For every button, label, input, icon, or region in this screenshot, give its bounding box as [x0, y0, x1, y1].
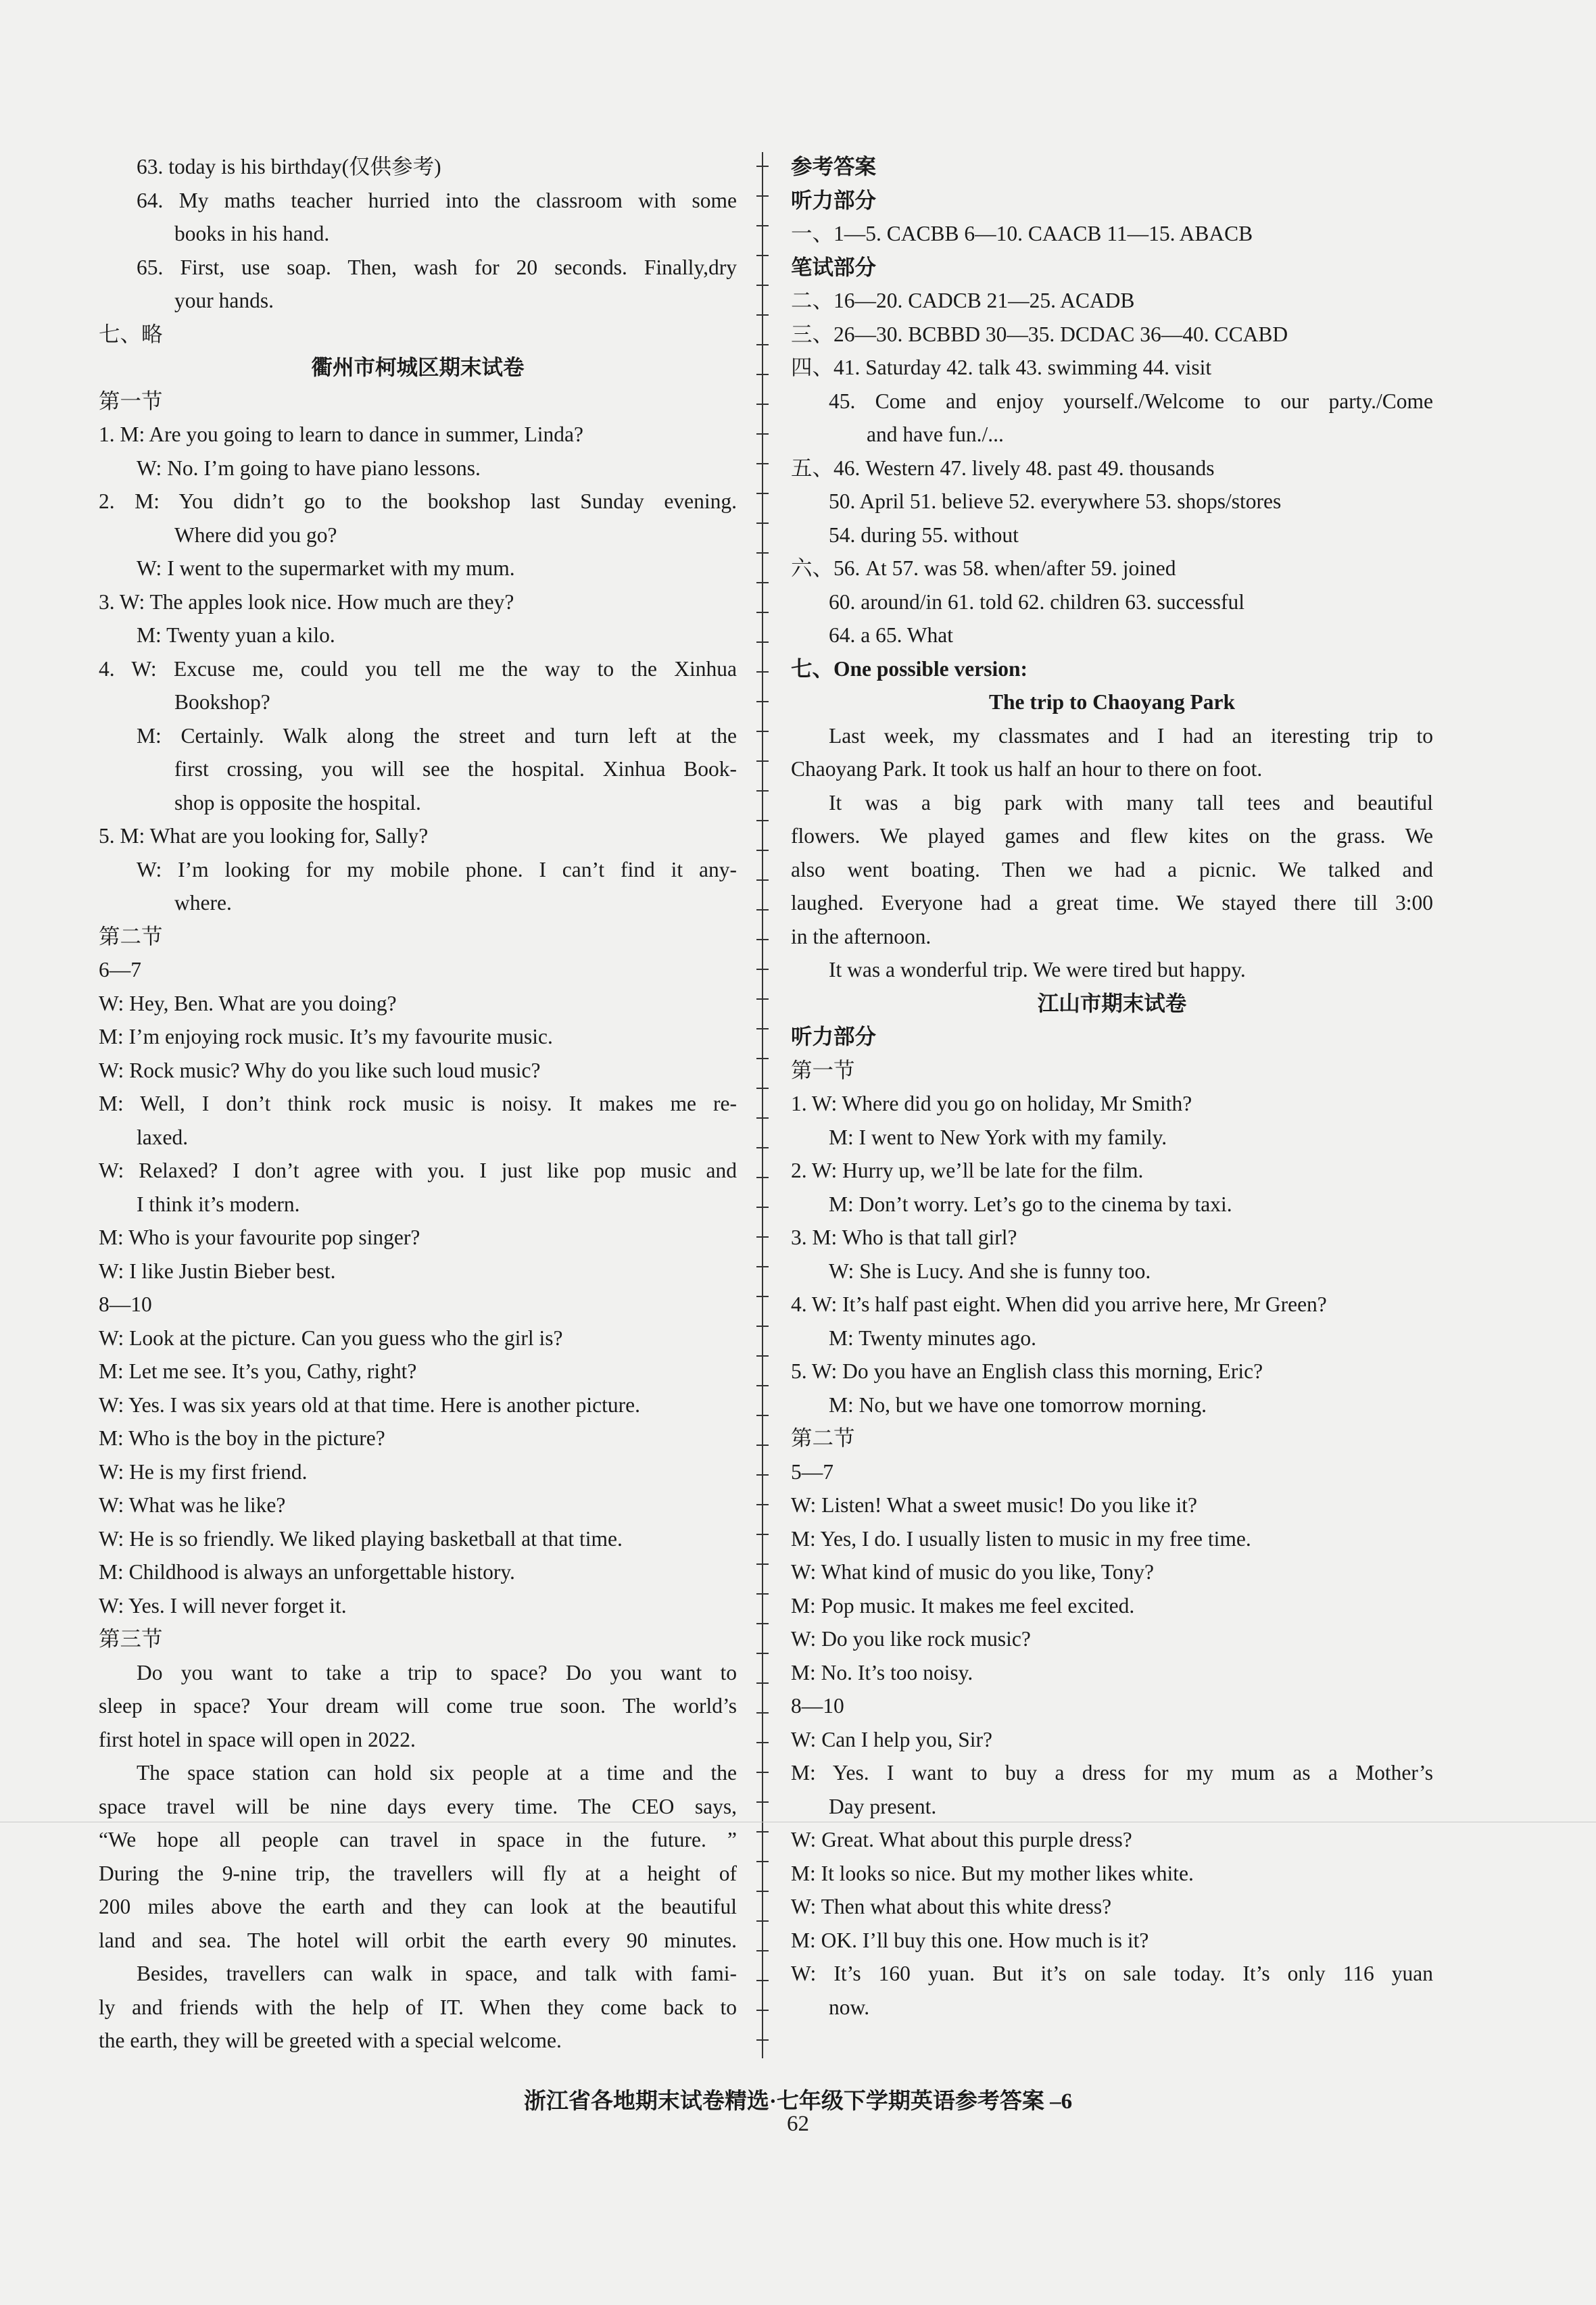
left-line: 第二节: [99, 924, 163, 948]
left-line: 64. My maths teacher hurried into the classroom with some: [137, 188, 737, 212]
left-line: first crossing, you will see the hospital. Xinhua Book-: [174, 757, 737, 781]
right-line: 第一节: [791, 1058, 855, 1082]
separator-tick: [756, 1980, 769, 1981]
left-line: land and sea. The hotel will orbit the earth every 90 minutes.: [99, 1928, 737, 1952]
right-line: 第二节: [791, 1426, 855, 1450]
separator-tick: [756, 255, 769, 256]
separator-tick: [756, 1831, 769, 1833]
separator-tick: [756, 1266, 769, 1267]
left-line: 2. M: You didn’t go to the bookshop last Sunday evening.: [99, 489, 737, 513]
right-line: 45. Come and enjoy yourself./Welcome to our party./Come: [829, 389, 1433, 413]
left-line: M: Well, I don’t think rock music is noisy. It makes me re-: [99, 1092, 737, 1115]
right-line: 8—10: [791, 1694, 844, 1718]
left-line: your hands.: [174, 289, 274, 312]
left-line: 1. M: Are you going to learn to dance in summer, Linda?: [99, 422, 583, 446]
left-line: W: Yes. I will never forget it.: [99, 1593, 347, 1618]
right-column: [791, 150, 1433, 2024]
left-line: 8—10: [99, 1292, 152, 1316]
right-line: M: I went to New York with my family.: [829, 1125, 1167, 1149]
separator-tick: [756, 493, 769, 494]
right-line: 听力部分: [791, 1025, 877, 1048]
right-line: M: No, but we have one tomorrow morning.: [829, 1392, 1207, 1417]
separator-tick: [756, 374, 769, 375]
right-line: M: Yes. I want to buy a dress for my mum as a Mother’s: [791, 1761, 1433, 1785]
separator-tick: [756, 2039, 769, 2041]
right-line: M: OK. I’ll buy this one. How much is it?: [791, 1928, 1149, 1952]
right-line: 六、56. At 57. was 58. when/after 59. joined: [791, 556, 1176, 580]
right-line: Day present.: [829, 1794, 937, 1818]
separator-tick: [756, 909, 769, 911]
left-line: W: Yes. I was six years old at that time. Here is another picture.: [99, 1392, 641, 1417]
right-line: 64. a 65. What: [829, 623, 954, 647]
left-line: sleep in space? Your dream will come true soon. The world’s: [99, 1694, 737, 1718]
separator-tick: [756, 463, 769, 464]
left-line: 65. First, use soap. Then, wash for 20 seconds. Finally,dry: [137, 255, 737, 279]
right-line: 一、1—5. CACBB 6—10. CAACB 11—15. ABACB: [791, 222, 1253, 245]
left-line: books in his hand.: [174, 222, 330, 245]
separator-tick: [756, 225, 769, 226]
right-line: W: What kind of music do you like, Tony?: [791, 1560, 1155, 1584]
page-number: 62: [787, 2112, 809, 2136]
separator-tick: [756, 731, 769, 732]
separator-tick: [756, 1236, 769, 1238]
separator-tick: [756, 1147, 769, 1148]
left-line: 5. M: What are you looking for, Sally?: [99, 824, 429, 848]
separator-tick: [756, 285, 769, 286]
left-line: 63. today is his birthday(仅供参考): [137, 155, 441, 178]
separator-tick: [756, 1682, 769, 1684]
right-line: 笔试部分: [791, 255, 877, 279]
footer-title: 浙江省各地期末试卷精选·七年级下学期英语参考答案 –6: [523, 2089, 1073, 2114]
right-line: 参考答案: [791, 155, 877, 178]
separator-tick: [756, 641, 769, 643]
right-line: M: Don’t worry. Let’s go to the cinema by taxi.: [829, 1192, 1232, 1216]
separator-tick: [756, 671, 769, 673]
right-line: M: Twenty minutes ago.: [829, 1326, 1036, 1350]
separator-tick: [756, 1296, 769, 1297]
left-line: W: I went to the supermarket with my mum.: [137, 556, 515, 580]
separator-tick: [756, 612, 769, 613]
left-line: W: He is my first friend.: [99, 1459, 308, 1484]
right-line: 1. W: Where did you go on holiday, Mr Smith?: [791, 1092, 1192, 1115]
right-line: 听力部分: [791, 188, 877, 212]
left-line: W: He is so friendly. We liked playing basketball at that time.: [99, 1526, 623, 1551]
right-line: 50. April 51. believe 52. everywhere 53. shops/stores: [829, 489, 1282, 513]
left-line: space travel will be nine days every time. The CEO says,: [99, 1794, 737, 1818]
right-line: 江山市期末试卷: [1037, 991, 1187, 1015]
left-line: 200 miles above the earth and they can look at the beautiful: [99, 1895, 737, 1918]
separator-tick: [756, 1177, 769, 1178]
separator-tick: [756, 969, 769, 970]
separator-tick: [756, 1861, 769, 1862]
left-line: M: Twenty yuan a kilo.: [137, 623, 335, 647]
right-line: also went boating. Then we had a picnic. We talked and: [791, 857, 1433, 881]
right-line: M: No. It’s too noisy.: [791, 1660, 973, 1684]
left-line: 衢州市柯城区期末试卷: [311, 356, 525, 379]
right-line: now.: [829, 1995, 870, 2019]
separator-tick: [756, 998, 769, 1000]
right-line: 三、26—30. BCBBD 30—35. DCDAC 36—40. CCABD: [791, 322, 1288, 346]
right-line: M: It looks so nice. But my mother likes white.: [791, 1861, 1194, 1885]
separator-tick: [756, 850, 769, 851]
separator-tick: [756, 790, 769, 792]
right-line: 3. M: Who is that tall girl?: [791, 1226, 1017, 1249]
separator-tick: [756, 1801, 769, 1803]
separator-tick: [756, 1593, 769, 1595]
separator-tick: [756, 1058, 769, 1059]
left-line: W: Rock music? Why do you like such loud music?: [99, 1058, 541, 1082]
left-line: W: I’m looking for my mobile phone. I can’t find it any-: [137, 857, 737, 881]
separator-tick: [756, 1355, 769, 1357]
left-line: The space station can hold six people at a time and the: [137, 1761, 737, 1785]
separator-tick: [756, 1563, 769, 1565]
left-line: M: Let me see. It’s you, Cathy, right?: [99, 1359, 417, 1383]
separator-tick: [756, 523, 769, 524]
right-line: W: Great. What about this purple dress?: [791, 1828, 1132, 1851]
left-line: W: What was he like?: [99, 1493, 286, 1517]
left-line: M: Childhood is always an unforgettable history.: [99, 1560, 515, 1584]
left-line: 4. W: Excuse me, could you tell me the way to the Xinhua: [99, 656, 737, 681]
right-line: The trip to Chaoyang Park: [988, 690, 1236, 714]
separator-tick: [756, 1891, 769, 1892]
right-line: 60. around/in 61. told 62. children 63. successful: [829, 589, 1245, 614]
right-line: 5—7: [791, 1459, 833, 1484]
left-line: W: No. I’m going to have piano lessons.: [137, 456, 481, 480]
left-line: I think it’s modern.: [137, 1192, 300, 1216]
left-line: 3. W: The apples look nice. How much are they?: [99, 589, 514, 614]
left-line: where.: [174, 891, 232, 915]
left-line: W: Relaxed? I don’t agree with you. I just like pop music and: [99, 1159, 737, 1182]
left-line: 第三节: [99, 1627, 163, 1651]
separator-tick: [756, 939, 769, 940]
separator-tick: [756, 1117, 769, 1119]
separator-tick: [756, 2010, 769, 2011]
right-line: M: Yes, I do. I usually listen to music in my free time.: [791, 1526, 1251, 1551]
separator-tick: [756, 404, 769, 405]
separator-tick: [756, 1415, 769, 1416]
separator-tick: [756, 1028, 769, 1029]
right-line: 二、16—20. CADCB 21—25. ACADB: [791, 289, 1135, 312]
left-line: laxed.: [137, 1125, 189, 1149]
left-line: “We hope all people can travel in space in the future. ”: [99, 1828, 737, 1851]
right-line: 54. during 55. without: [829, 523, 1019, 547]
right-line: W: Do you like rock music?: [791, 1627, 1031, 1651]
left-line: ly and friends with the help of IT. When they come back to: [99, 1995, 737, 2019]
right-line: 5. W: Do you have an English class this morning, Eric?: [791, 1359, 1263, 1383]
separator-tick: [756, 166, 769, 167]
separator-tick: [756, 1772, 769, 1773]
right-line: 四、41. Saturday 42. talk 43. swimming 44. visit: [791, 356, 1212, 379]
right-line: Last week, my classmates and I had an iteresting trip to: [829, 723, 1433, 748]
separator-tick: [756, 1950, 769, 1951]
separator-tick: [756, 1534, 769, 1535]
right-line: W: Can I help you, Sir?: [791, 1727, 993, 1751]
left-line: M: Certainly. Walk along the street and turn left at the: [137, 723, 737, 748]
separator-tick: [756, 314, 769, 316]
left-line: M: Who is your favourite pop singer?: [99, 1226, 420, 1249]
separator-tick: [756, 1920, 769, 1922]
separator-tick: [756, 1326, 769, 1327]
right-line: W: It’s 160 yuan. But it’s on sale today. It’s only 116 yuan: [791, 1962, 1433, 1985]
left-line: W: Look at the picture. Can you guess who the girl is?: [99, 1326, 563, 1350]
separator-tick: [756, 433, 769, 435]
left-line: During the 9-nine trip, the travellers will fly at a height of: [99, 1861, 737, 1885]
left-line: W: Hey, Ben. What are you doing?: [99, 991, 397, 1015]
separator-tick: [756, 1474, 769, 1476]
separator-tick: [756, 701, 769, 702]
right-line: 七、One possible version:: [791, 656, 1028, 681]
right-line: M: Pop music. It makes me feel excited.: [791, 1593, 1135, 1618]
separator-tick: [756, 1623, 769, 1624]
left-line: shop is opposite the hospital.: [174, 790, 421, 815]
left-line: 6—7: [99, 958, 141, 981]
separator-tick: [756, 552, 769, 554]
right-line: 2. W: Hurry up, we’ll be late for the film.: [791, 1159, 1144, 1182]
right-line: 4. W: It’s half past eight. When did you arrive here, Mr Green?: [791, 1292, 1327, 1316]
left-line: Where did you go?: [174, 523, 337, 547]
separator-tick: [756, 1742, 769, 1743]
left-line: Do you want to take a trip to space? Do you want to: [137, 1660, 737, 1684]
right-line: W: Listen! What a sweet music! Do you like it?: [791, 1493, 1197, 1517]
separator-tick: [756, 1504, 769, 1505]
left-line: M: Who is the boy in the picture?: [99, 1426, 385, 1450]
separator-tick: [756, 879, 769, 881]
left-line: W: I like Justin Bieber best.: [99, 1259, 336, 1283]
separator-tick: [756, 195, 769, 197]
separator-tick: [756, 1712, 769, 1714]
left-line: 七、略: [99, 322, 163, 346]
separator-tick: [756, 582, 769, 583]
right-line: laughed. Everyone had a great time. We stayed there till 3:00: [791, 891, 1433, 915]
right-line: It was a big park with many tall tees and beautiful: [829, 790, 1433, 815]
separator-tick: [756, 1385, 769, 1386]
right-line: flowers. We played games and flew kites on the grass. We: [791, 824, 1433, 848]
right-line: W: She is Lucy. And she is funny too.: [829, 1259, 1151, 1283]
left-line: M: I’m enjoying rock music. It’s my favourite music.: [99, 1025, 553, 1048]
right-line: in the afternoon.: [791, 924, 932, 948]
separator-tick: [756, 1653, 769, 1654]
separator-tick: [756, 760, 769, 762]
left-line: first hotel in space will open in 2022.: [99, 1727, 416, 1751]
left-column: [99, 150, 737, 2058]
right-line: Chaoyang Park. It took us half an hour to there on foot.: [791, 757, 1263, 781]
separator-tick: [756, 344, 769, 345]
right-line: and have fun./...: [867, 422, 1004, 446]
separator-tick: [756, 1088, 769, 1089]
separator-tick: [756, 1207, 769, 1208]
right-line: 五、46. Western 47. lively 48. past 49. thousands: [791, 456, 1215, 480]
left-line: Bookshop?: [174, 690, 270, 714]
separator-tick: [756, 820, 769, 821]
left-line: the earth, they will be greeted with a special welcome.: [99, 2029, 562, 2052]
right-line: It was a wonderful trip. We were tired but happy.: [829, 958, 1246, 981]
left-line: 第一节: [99, 389, 163, 413]
left-line: Besides, travellers can walk in space, and talk with fami-: [137, 1962, 737, 1985]
separator-tick: [756, 1445, 769, 1446]
right-line: W: Then what about this white dress?: [791, 1895, 1112, 1918]
